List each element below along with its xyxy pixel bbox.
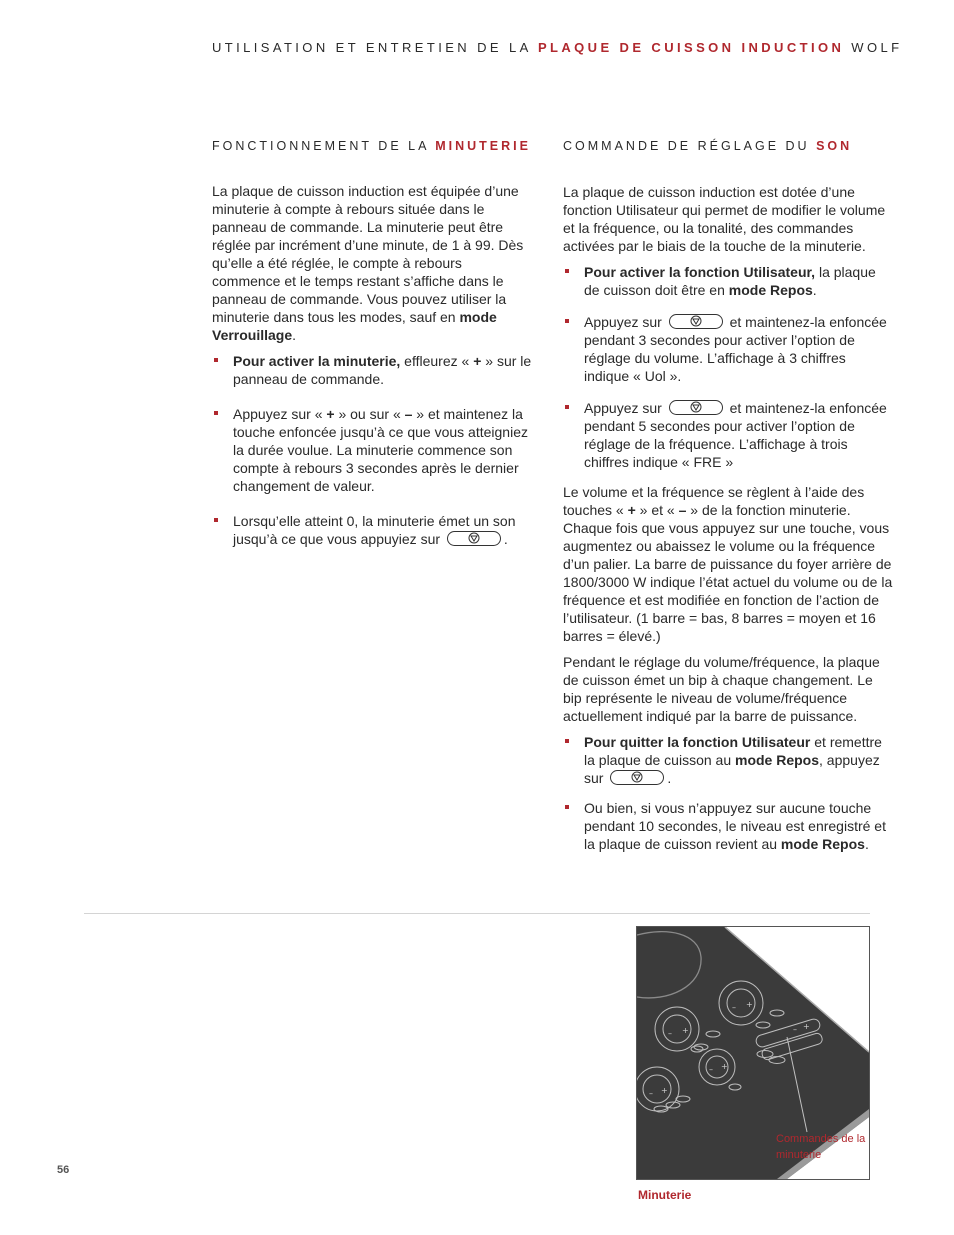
right-volume-paragraph: Le volume et la fréquence se règlent à l’aide des touches « + » et « – » de la fonction minuterie. Chaque fois que vous appuyez sur une touche, vous augmentez ou abaissez le volume ou la fréquence d’un palier. La barre de puissance du foyer arrière de 1800/3000 W indique l’état actuel du volume ou de la fréquence et est modifiée en fonction de l’action de l’utilisateur. (1 barre = bas, 8 barres = moyen et 16 barres = élevé.) xyxy=(563,484,893,644)
right-column xyxy=(563,183,893,864)
right-intro: La plaque de cuisson induction est dotée d’une fonction Utilisateur qui permet de modifier le volume et la fréquence, ou la tonalité, des commandes activées par le biais de la touche de la minuterie. xyxy=(563,184,886,254)
left-intro: La plaque de cuisson induction est équipée d’une minuterie à compte à rebours située dans le panneau de commande. La minuterie peut être réglée par incrément d’une minute, de 1 à 99. Dès qu’elle a été réglée, le compte à rebours commence et le temps restant s’affiche dans le panneau de commande. Vous pouvez utiliser la minuterie dans tous les modes, sauf en mode Verrouillage. xyxy=(212,183,524,343)
figure-callout: Commandes de la minuterie xyxy=(776,1133,866,1161)
list-item: Appuyez sur et maintenez-la enfoncée pendant 5 secondes pour activer l’option de réglage de la fréquence. L’affichage à trois chiffres indique « FRE » xyxy=(563,399,893,471)
running-header: UTILISATION ET ENTRETIEN DE LA PLAQUE DE CUISSON INDUCTION WOLF xyxy=(212,40,903,55)
section-title-minuterie: FONCTIONNEMENT DE LA MINUTERIE xyxy=(212,139,531,153)
list-item: Ou bien, si vous n’appuyez sur aucune touche pendant 10 secondes, le niveau est enregistré et la plaque de cuisson revient au mode Repos. xyxy=(563,799,893,853)
divider xyxy=(84,913,870,914)
page-number: 56 xyxy=(57,1164,70,1176)
timer-key-icon xyxy=(447,531,501,546)
list-item: Appuyez sur « + » ou sur « – » et maintenez la touche enfoncée jusqu’à ce que vous atteigniez la durée voulue. La minuterie commence son compte à rebours 3 secondes après le dernier changement de valeur. xyxy=(212,405,532,495)
right-beep-paragraph: Pendant le réglage du volume/fréquence, la plaque de cuisson émet un bip à chaque changement. Le bip représente le niveau de volume/fréquence actuellement indiqué par la barre de puissance. xyxy=(563,654,880,724)
timer-key-icon xyxy=(669,400,723,415)
svg-text:–: – xyxy=(668,1029,672,1038)
svg-text:+: + xyxy=(682,1026,689,1035)
list-item: Appuyez sur et maintenez-la enfoncée pendant 3 secondes pour activer l’option de réglage du volume. L’affichage à 3 chiffres indique « Uol ». xyxy=(563,313,893,385)
svg-text:–: – xyxy=(732,1003,736,1012)
header-highlight: PLAQUE DE CUISSON INDUCTION xyxy=(537,40,845,55)
svg-text:+: + xyxy=(661,1086,668,1095)
svg-text:+: + xyxy=(803,1022,810,1031)
list-item: Lorsqu’elle atteint 0, la minuterie émet un son jusqu’à ce que vous appuyiez sur . xyxy=(212,512,532,548)
list-item: Pour quitter la fonction Utilisateur et remettre la plaque de cuisson au mode Repos, appuyez sur . xyxy=(563,733,893,787)
timer-key-icon xyxy=(669,314,723,329)
svg-text:–: – xyxy=(793,1025,797,1034)
list-item: Pour activer la minuterie, effleurez « + » sur le panneau de commande. xyxy=(212,352,532,388)
figure-caption: Minuterie xyxy=(638,1188,692,1202)
timer-key-icon xyxy=(610,770,664,785)
svg-text:–: – xyxy=(709,1065,713,1074)
svg-text:+: + xyxy=(746,1000,753,1009)
svg-text:–: – xyxy=(649,1089,653,1098)
svg-text:+: + xyxy=(721,1062,728,1071)
list-item: Pour activer la fonction Utilisateur, la plaque de cuisson doit être en mode Repos. xyxy=(563,263,893,299)
section-title-son: COMMANDE DE RÉGLAGE DU SON xyxy=(563,139,853,153)
left-column xyxy=(212,182,532,559)
